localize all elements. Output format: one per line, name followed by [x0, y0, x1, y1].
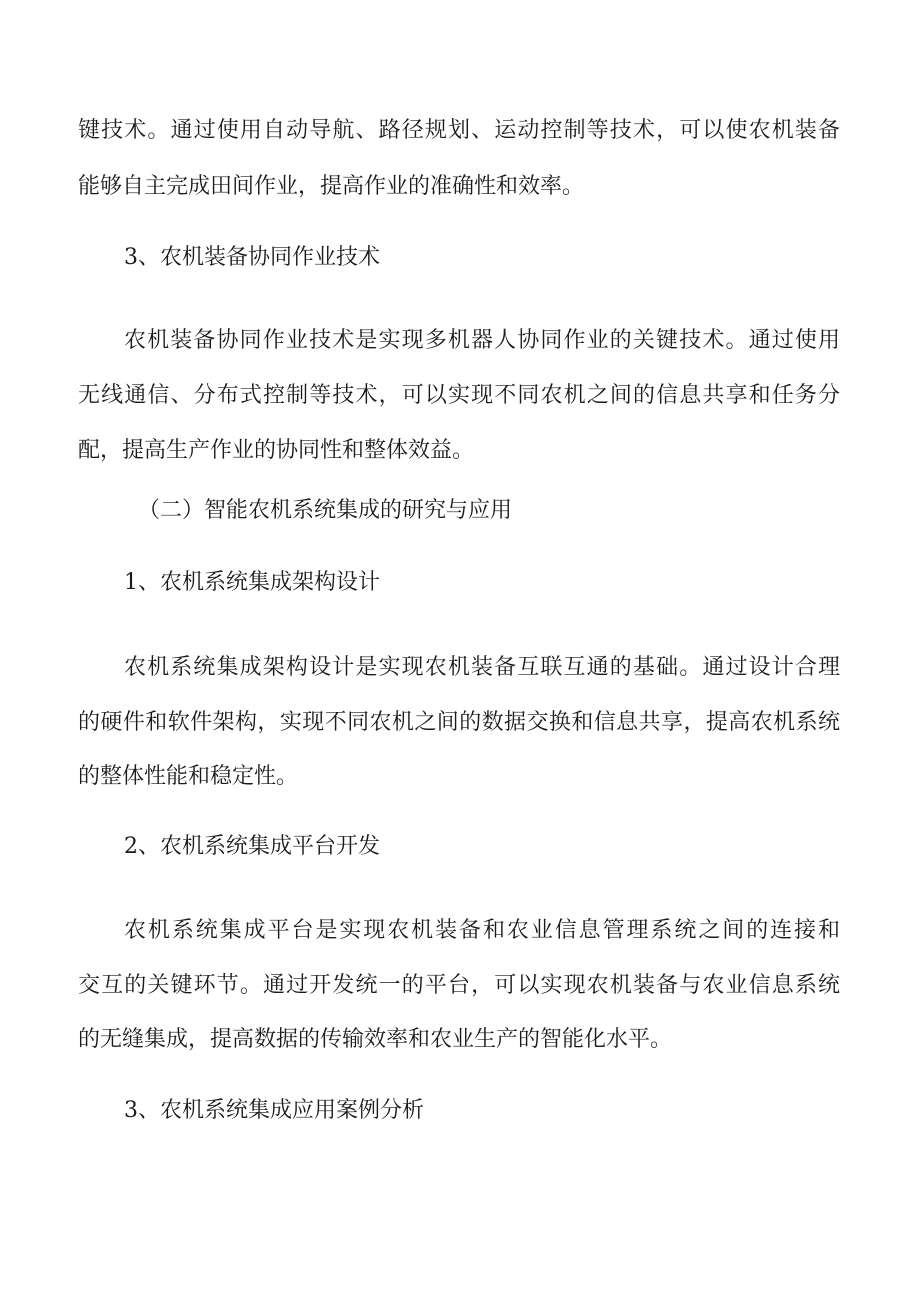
paragraph-line: 配，提高生产作业的协同性和整体效益。 — [78, 438, 475, 463]
paragraph-line: 键技术。通过使用自动导航、路径规划、运动控制等技术，可以使农机装备 — [78, 118, 840, 143]
paragraph-line: 无线通信、分布式控制等技术，可以实现不同农机之间的信息共享和任务分 — [78, 383, 840, 408]
paragraph-line: 交互的关键环节。通过开发统一的平台，可以实现农机装备与农业信息系统 — [78, 973, 840, 998]
paragraph-line: 能够自主完成田间作业，提高作业的准确性和效率。 — [78, 174, 585, 199]
paragraph-line: 农机系统集成架构设计是实现农机装备互联互通的基础。通过设计合理 — [124, 655, 840, 680]
subsection-heading: 3、农机装备协同作业技术 — [124, 245, 380, 270]
paragraph-line: 农机装备协同作业技术是实现多机器人协同作业的关键技术。通过使用 — [124, 328, 840, 353]
section-heading: （二）智能农机系统集成的研究与应用 — [138, 498, 513, 523]
paragraph-line: 的硬件和软件架构，实现不同农机之间的数据交换和信息共享，提高农机系统 — [78, 710, 840, 735]
paragraph-line: 农机系统集成平台是实现农机装备和农业信息管理系统之间的连接和 — [124, 918, 840, 943]
subsection-heading: 1、农机系统集成架构设计 — [124, 570, 380, 595]
subsection-heading: 2、农机系统集成平台开发 — [124, 834, 380, 859]
paragraph-line: 的整体性能和稳定性。 — [78, 764, 299, 789]
paragraph-line: 的无缝集成，提高数据的传输效率和农业生产的智能化水平。 — [78, 1027, 673, 1052]
subsection-heading: 3、农机系统集成应用案例分析 — [124, 1098, 424, 1123]
